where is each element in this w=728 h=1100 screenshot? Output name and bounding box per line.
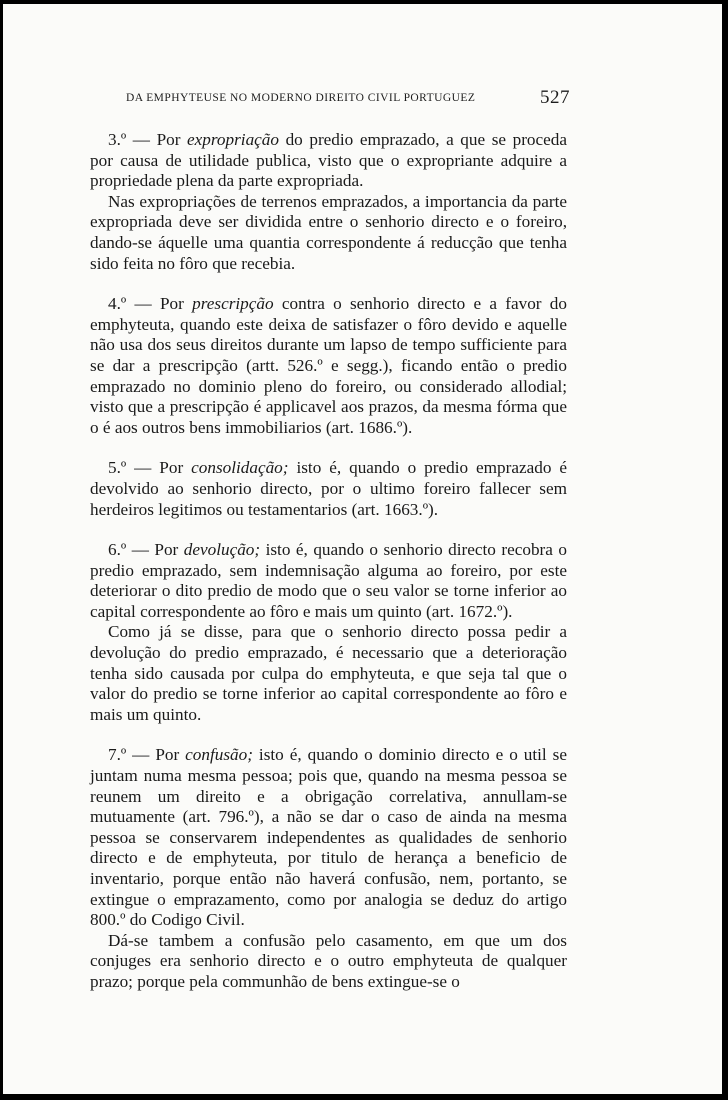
running-title: DA EMPHYTEUSE NO MODERNO DIREITO CIVIL PORTUGUEZ xyxy=(126,92,476,104)
body-text xyxy=(90,130,567,993)
paragraph-text: isto é, quando o senhorio directo recobra o predio emprazado, sem indemnisação alguma ao foreiro, por este deteriorar o dito predio de modo que o seu valor se torne inferior ao capital correspondente ao fôro e mais um quinto (art. 1672.º). xyxy=(90,540,567,621)
paragraph-text: do predio emprazado, a que se proceda por causa de utilidade publica, visto que o expropriante adquire a propriedade plena da parte expropriada. xyxy=(90,130,567,191)
paragraph-devolution-note xyxy=(90,622,567,725)
item-term: consolidação; xyxy=(191,458,289,478)
book-page xyxy=(3,4,722,1094)
item-term: confusão; xyxy=(185,745,253,765)
paragraph-text: Como já se disse, para que o senhorio directo possa pedir a devolução do predio emprazado, é necessario que a deterioração tenha sido causada por culpa do emphyteuta, e que seja tal que o valor do predio se torne inferior ao capital correspondente ao fôro e mais um quinto. xyxy=(90,622,567,724)
item-number: 4.º — Por xyxy=(108,294,193,314)
paragraph-confusion-marriage xyxy=(90,931,567,993)
paragraph-prescription xyxy=(90,294,567,438)
item-term: devolução; xyxy=(183,540,261,560)
item-number: 7.º — Por xyxy=(108,745,186,765)
paragraph-text: isto é, quando o predio emprazado é devolvido ao senhorio directo, por o ultimo foreiro fallecer sem herdeiros legitimos ou testamentarios (art. 1663.º). xyxy=(90,458,567,519)
paragraph-devolution xyxy=(90,540,567,622)
item-term: prescripção xyxy=(192,294,274,314)
paragraph-confusion xyxy=(90,745,567,930)
page-number: 527 xyxy=(540,87,570,108)
paragraph-text: Dá-se tambem a confusão pelo casamento, em que um dos conjuges era senhorio directo e o outro emphyteuta de qualquer prazo; porque pela communhão de bens extingue-se o xyxy=(90,930,567,991)
paragraph-expropriation-note xyxy=(90,192,567,274)
paragraph-text: contra o senhorio directo e a favor do emphyteuta, quando este deixa de satisfazer o fôro devido e aquelle não usa dos seus direitos durante um lapso de tempo sufficiente para se dar a prescripção (artt. 526.º e segg.), ficando então o predio emprazado no dominio pleno do foreiro, ou considerado allodial; visto que a prescripção é applicavel aos prazos, da mesma fórma que o é aos outros bens immobiliarios (art. 1686.º). xyxy=(90,294,567,437)
item-number: 6.º — Por xyxy=(108,540,184,560)
item-term: expropriação xyxy=(187,130,279,149)
running-header xyxy=(126,87,570,108)
paragraph-text: Nas expropriações de terrenos emprazados, a importancia da parte expropriada deve ser dividida entre o senhorio directo e o foreiro, dando-se áquelle uma quantia correspondente á reducção que tenha sido feita no fôro que recebia. xyxy=(90,191,567,273)
paragraph-expropriation xyxy=(90,130,567,192)
item-number: 5.º — Por xyxy=(108,458,192,478)
item-number: 3.º — Por xyxy=(108,130,188,149)
paragraph-consolidation xyxy=(90,458,567,520)
paragraph-text: isto é, quando o dominio directo e o util se juntam numa mesma pessoa; pois que, quando na mesma pessoa se reunem um direito e a obrigação correlativa, annullam-se mutuamente (art. 796.º), a não se dar o caso de ainda na mesma pessoa se conservarem independentes as qualidades de senhorio directo e de emphyteuta, por titulo de herança a beneficio de inventario, porque então não haverá confusão, nem, portanto, se extingue o emprazamento, como por analogia se deduz do artigo 800.º do Codigo Civil. xyxy=(90,745,567,930)
